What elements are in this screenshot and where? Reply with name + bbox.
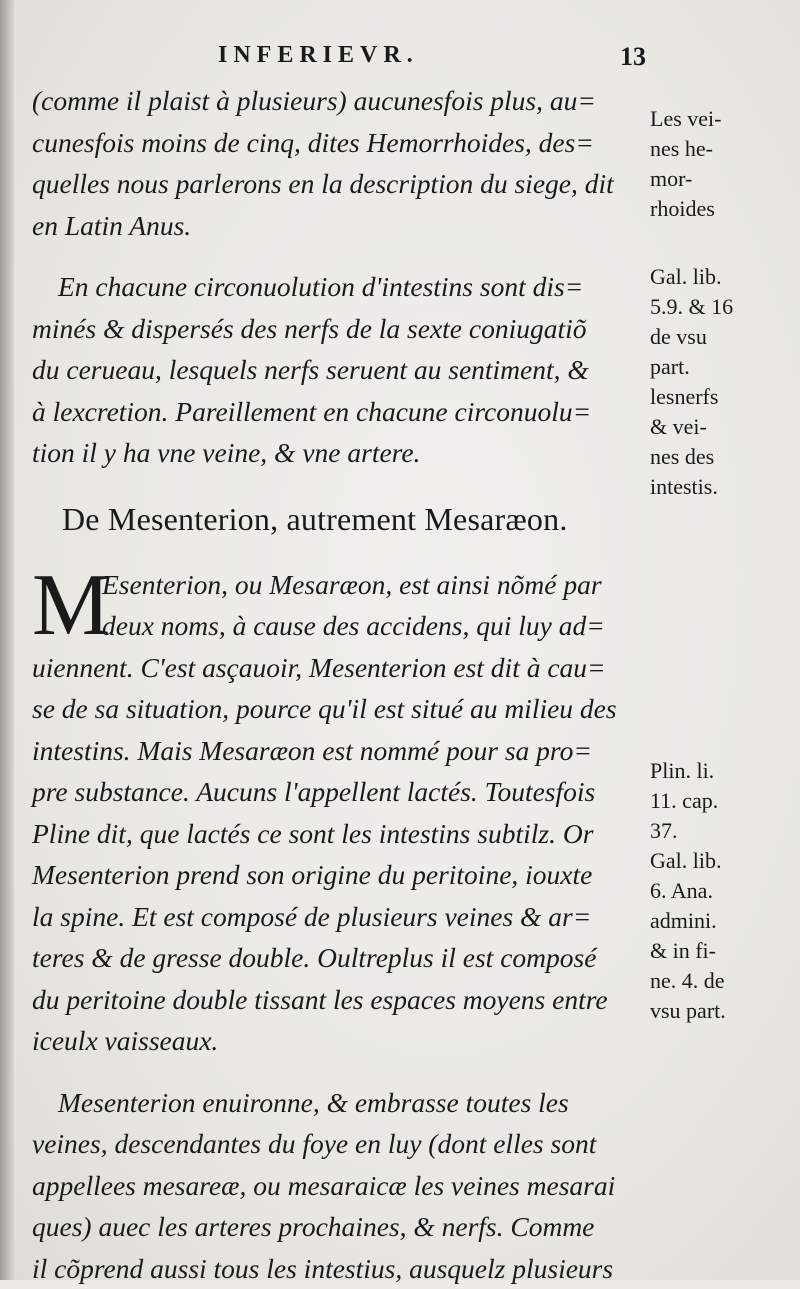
- margin-note-hemorrhoides: [650, 104, 796, 224]
- text-line: se de sa situation, pource qu'il est situé au milieu des: [32, 688, 662, 730]
- text-line: teres & de gresse double. Oultreplus il est composé: [32, 937, 662, 979]
- margin-line: Plin. li.: [650, 756, 796, 786]
- main-text-column: [32, 80, 662, 1289]
- page-gutter-shadow: [0, 0, 14, 1280]
- text-line: (comme il plaist à plusieurs) aucunesfois plus, au=: [32, 80, 662, 122]
- text-line: il cõprend aussi tous les intestius, ausquelz plusieurs: [32, 1248, 662, 1289]
- margin-line: Gal. lib.: [650, 262, 796, 292]
- paragraph-mesenterion: [32, 564, 662, 1062]
- margin-line: 37.: [650, 816, 796, 846]
- text-line: du cerueau, lesquels nerfs seruent au sentiment, &: [32, 349, 662, 391]
- margin-line: vsu part.: [650, 996, 796, 1026]
- text-line: veines, descendantes du foye en luy (dont elles sont: [32, 1123, 662, 1165]
- text-line: quelles nous parlerons en la description du siege, dit: [32, 163, 662, 205]
- margin-line: nes des: [650, 442, 796, 472]
- text-line: la spine. Et est composé de plusieurs veines & ar=: [32, 896, 662, 938]
- section-heading: De Mesenterion, autrement Mesaræon.: [62, 496, 662, 542]
- text-line: uiennent. C'est asçauoir, Mesenterion est dit à cau=: [32, 647, 662, 689]
- paragraph-intestins: [32, 266, 662, 474]
- text-line: Mesenterion prend son origine du peritoine, iouxte: [32, 854, 662, 896]
- margin-line: ne. 4. de: [650, 966, 796, 996]
- margin-line: Les vei-: [650, 104, 796, 134]
- margin-note-pline-galen: [650, 756, 796, 1026]
- text-line: tion il y ha vne veine, & vne artere.: [32, 432, 662, 474]
- margin-line: admini.: [650, 906, 796, 936]
- running-title: INFERIEVR.: [218, 42, 419, 69]
- margin-line: rhoides: [650, 194, 796, 224]
- margin-line: intestis.: [650, 472, 796, 502]
- text-line: Mesenterion enuironne, & embrasse toutes les: [32, 1082, 662, 1124]
- page-number: 13: [620, 42, 646, 72]
- margin-line: 5.9. & 16: [650, 292, 796, 322]
- text-line: du peritoine double tissant les espaces moyens entre: [32, 979, 662, 1021]
- text-line: iceulx vaisseaux.: [32, 1020, 662, 1062]
- paragraph-enuironne: [32, 1082, 662, 1289]
- text-line: ques) auec les arteres prochaines, & nerfs. Comme: [32, 1206, 662, 1248]
- page-header: [0, 42, 800, 82]
- text-line: intestins. Mais Mesaræon est nommé pour sa pro=: [32, 730, 662, 772]
- margin-line: lesnerfs: [650, 382, 796, 412]
- margin-note-galen-nerfs: [650, 262, 796, 502]
- text-line: deux noms, à cause des accidens, qui luy ad=: [32, 605, 662, 647]
- margin-line: de vsu: [650, 322, 796, 352]
- text-line: appellees mesareæ, ou mesaraicæ les veines mesarai: [32, 1165, 662, 1207]
- text-line: cunesfois moins de cinq, dites Hemorrhoides, des=: [32, 122, 662, 164]
- margin-line: & in fi-: [650, 936, 796, 966]
- text-line: en Latin Anus.: [32, 205, 662, 247]
- drop-cap: M: [32, 566, 110, 646]
- text-line: Esenterion, ou Mesaræon, est ainsi nõmé par: [32, 564, 662, 606]
- text-line: Pline dit, que lactés ce sont les intestins subtilz. Or: [32, 813, 662, 855]
- margin-line: part.: [650, 352, 796, 382]
- margin-line: nes he-: [650, 134, 796, 164]
- margin-line: mor-: [650, 164, 796, 194]
- margin-line: 6. Ana.: [650, 876, 796, 906]
- margin-line: Gal. lib.: [650, 846, 796, 876]
- margin-line: 11. cap.: [650, 786, 796, 816]
- text-line: à lexcretion. Pareillement en chacune circonuolu=: [32, 391, 662, 433]
- paragraph-hemorrhoides: [32, 80, 662, 246]
- text-line: pre substance. Aucuns l'appellent lactés. Toutesfois: [32, 771, 662, 813]
- margin-line: & vei-: [650, 412, 796, 442]
- text-line: minés & dispersés des nerfs de la sexte coniugatiõ: [32, 308, 662, 350]
- text-line: En chacune circonuolution d'intestins sont dis=: [32, 266, 662, 308]
